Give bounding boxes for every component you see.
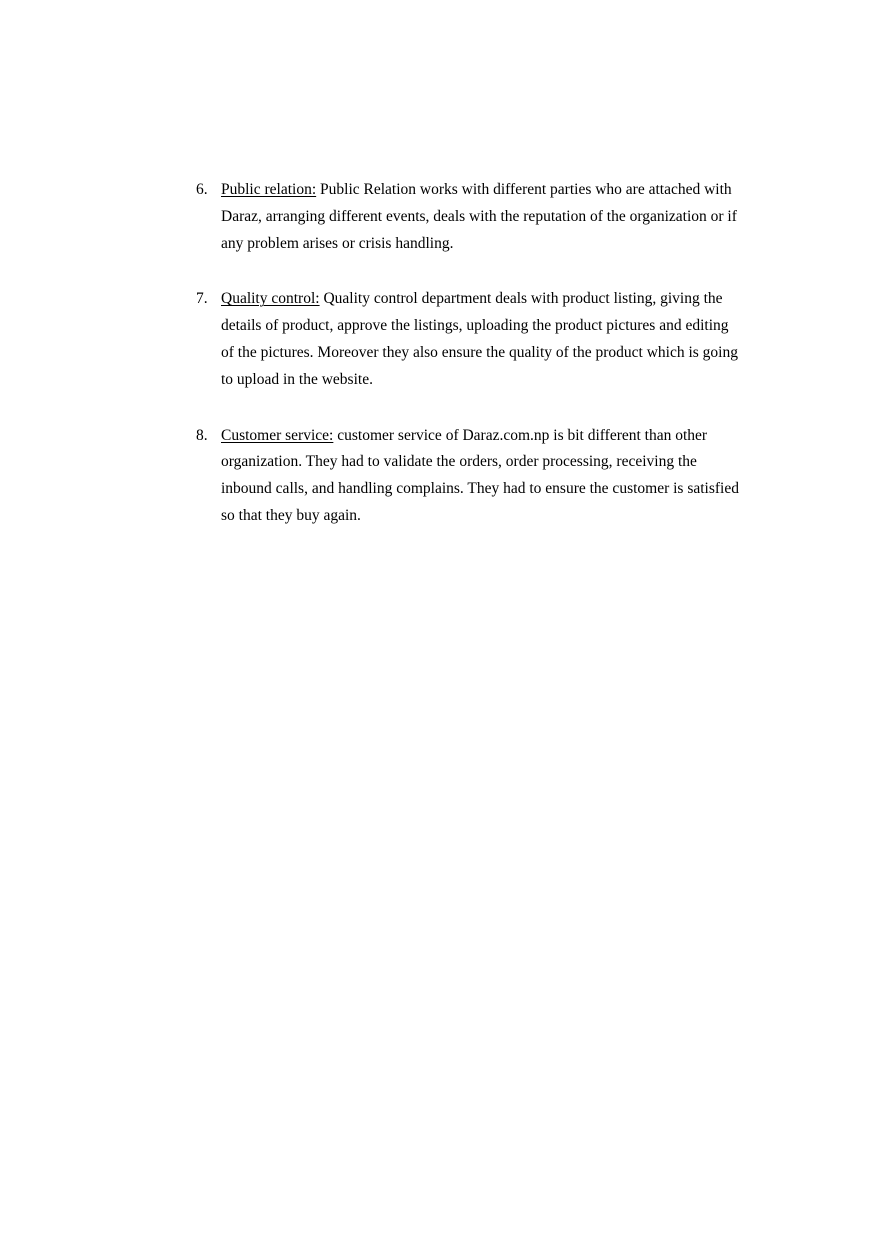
- list-item-text: [221, 423, 741, 530]
- list-item: [196, 423, 741, 530]
- list-item-body: Quality control department deals with product listing, giving the details of product, approve the listings, uploading the product pictures and editing of the pictures. Moreover they also ensure the quality of the product which is going to upload in the website.: [221, 290, 738, 388]
- list-item-text: [221, 177, 741, 257]
- list-item: [196, 177, 741, 257]
- list-item-number: 8.: [196, 426, 208, 444]
- list-item-number: 6.: [196, 181, 208, 198]
- list-item-body: customer service of Daraz.com.np is bit different than other organization. They had to validate the orders, order processing, receiving the inbound calls, and handling complains. They had to ensure the customer is satisfied so that they buy again.: [221, 426, 739, 524]
- list-item: [196, 286, 741, 393]
- list-item-heading: Customer service:: [221, 426, 334, 444]
- list-item-heading: Public relation:: [221, 181, 317, 198]
- numbered-list: [196, 177, 741, 559]
- list-item-number: 7.: [196, 290, 208, 308]
- list-item-heading: Quality control:: [221, 290, 320, 308]
- list-item-body: Public Relation works with different parties who are attached with Daraz, arranging different events, deals with the reputation of the organization or if any problem arises or crisis handling.: [221, 181, 737, 252]
- list-item-text: [221, 286, 741, 393]
